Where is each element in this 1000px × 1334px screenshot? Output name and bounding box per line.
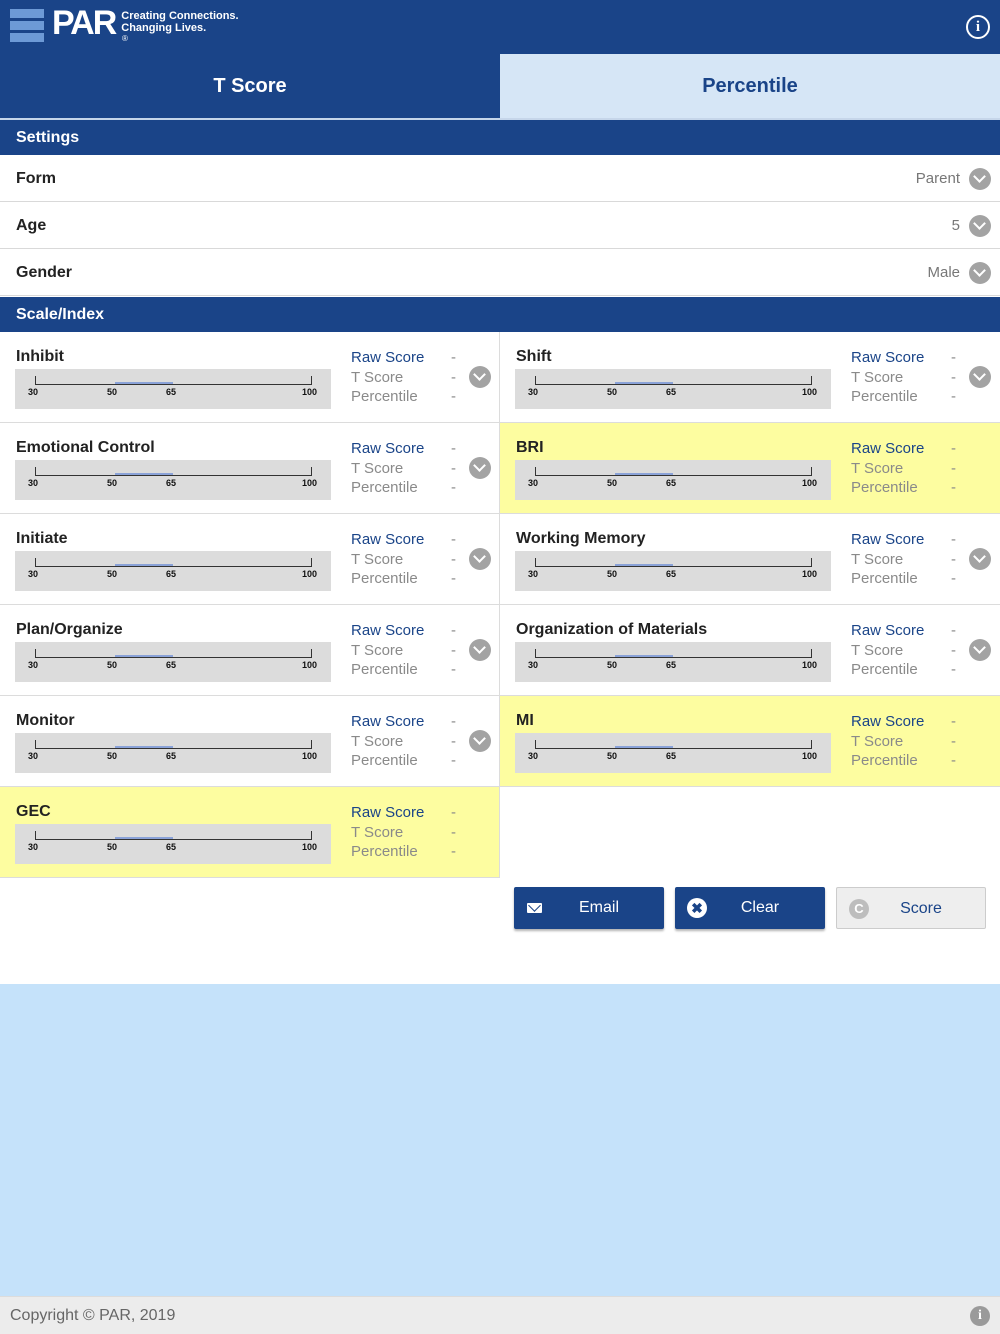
score-row-percentile bbox=[851, 569, 961, 589]
score-label-t: T Score bbox=[351, 641, 404, 659]
clear-button-label: Clear bbox=[740, 899, 780, 916]
gauge-line bbox=[35, 566, 312, 567]
gauge-tick-label: 65 bbox=[166, 660, 177, 670]
gauge-line bbox=[35, 384, 312, 385]
gauge-tick-right bbox=[311, 558, 312, 567]
scale-name: Organization of Materials bbox=[516, 621, 708, 638]
gauge-tick-label: 65 bbox=[166, 569, 177, 579]
gauge-average-band bbox=[115, 655, 173, 657]
score-value-raw: - bbox=[951, 531, 956, 548]
score-value-percentile: - bbox=[951, 479, 956, 496]
chevron-down-icon[interactable] bbox=[969, 639, 991, 661]
scale-cell-organization-of-materials[interactable] bbox=[500, 605, 1000, 696]
settings-header: Settings bbox=[0, 120, 1000, 155]
score-values bbox=[851, 530, 961, 589]
score-values bbox=[351, 712, 461, 771]
score-label-raw: Raw Score bbox=[351, 531, 425, 548]
score-value-percentile: - bbox=[451, 661, 456, 678]
gauge-tick-label: 30 bbox=[28, 751, 39, 761]
score-gauge bbox=[515, 369, 831, 409]
gauge-tick-label: 100 bbox=[802, 478, 818, 488]
score-value-percentile: - bbox=[451, 388, 456, 405]
footer bbox=[0, 1296, 1000, 1334]
score-button-label: Score bbox=[900, 900, 942, 917]
gauge-tick-label: 30 bbox=[528, 660, 539, 670]
score-gauge bbox=[515, 551, 831, 591]
score-row-percentile bbox=[351, 842, 461, 862]
score-row-raw bbox=[351, 530, 461, 550]
gauge-tick-label: 100 bbox=[802, 751, 818, 761]
gauge-tick-label: 50 bbox=[607, 660, 618, 670]
score-row-t bbox=[351, 732, 461, 752]
score-value-percentile: - bbox=[951, 570, 956, 587]
score-label-t: T Score bbox=[351, 732, 404, 750]
score-value-raw: - bbox=[451, 531, 456, 548]
gauge-line bbox=[535, 566, 812, 567]
gauge-tick-label: 30 bbox=[528, 478, 539, 488]
copyright-text: Copyright © PAR, 2019 bbox=[10, 1307, 176, 1324]
score-value-t: - bbox=[951, 368, 956, 386]
score-value-percentile: - bbox=[451, 843, 456, 860]
gauge-tick-label: 65 bbox=[666, 569, 677, 579]
gauge-average-band bbox=[115, 746, 173, 748]
score-label-percentile: Percentile bbox=[351, 570, 418, 587]
logo-bars-icon bbox=[10, 9, 44, 42]
score-value-percentile: - bbox=[951, 752, 956, 769]
scale-name: Initiate bbox=[16, 530, 68, 547]
setting-form-value[interactable]: Parent bbox=[915, 170, 960, 187]
gauge-tick-label: 30 bbox=[28, 387, 39, 397]
scale-cell-mi bbox=[500, 696, 1000, 787]
score-values bbox=[851, 712, 961, 771]
clear-button[interactable] bbox=[675, 887, 825, 929]
setting-gender-label: Gender bbox=[16, 264, 73, 281]
gauge-tick-label: 65 bbox=[666, 478, 677, 488]
chevron-down-icon[interactable] bbox=[469, 457, 491, 479]
score-value-percentile: - bbox=[951, 388, 956, 405]
scale-name: Working Memory bbox=[516, 530, 646, 547]
score-gauge bbox=[515, 642, 831, 682]
setting-form-label: Form bbox=[16, 170, 56, 187]
scale-cell-gec bbox=[0, 787, 500, 878]
score-value-t: - bbox=[951, 732, 956, 750]
score-row-percentile bbox=[351, 751, 461, 771]
scale-name: Plan/Organize bbox=[16, 621, 123, 638]
score-row-percentile bbox=[851, 660, 961, 680]
score-value-t: - bbox=[451, 732, 456, 750]
score-row-raw bbox=[351, 439, 461, 459]
score-label-percentile: Percentile bbox=[851, 570, 918, 587]
score-label-t: T Score bbox=[851, 368, 904, 386]
gauge-line bbox=[535, 475, 812, 476]
scale-cell-bri bbox=[500, 423, 1000, 514]
gauge-line bbox=[535, 657, 812, 658]
score-row-t bbox=[851, 550, 961, 570]
scale-index-header: Scale/Index bbox=[0, 297, 1000, 332]
chevron-down-icon[interactable] bbox=[469, 366, 491, 388]
setting-form-row[interactable] bbox=[0, 155, 1000, 202]
setting-gender-value[interactable]: Male bbox=[927, 264, 960, 281]
score-row-percentile bbox=[351, 660, 461, 680]
score-value-t: - bbox=[951, 641, 956, 659]
score-label-t: T Score bbox=[851, 641, 904, 659]
gauge-tick-label: 65 bbox=[666, 660, 677, 670]
score-row-t bbox=[351, 459, 461, 479]
scale-name: BRI bbox=[516, 439, 544, 456]
gauge-tick-label: 50 bbox=[607, 569, 618, 579]
gauge-tick-label: 50 bbox=[107, 569, 118, 579]
gauge-line bbox=[35, 475, 312, 476]
gauge-tick-right bbox=[311, 649, 312, 658]
score-values bbox=[351, 439, 461, 498]
gauge-tick-label: 100 bbox=[302, 478, 318, 488]
score-label-percentile: Percentile bbox=[851, 661, 918, 678]
score-label-raw: Raw Score bbox=[851, 440, 925, 457]
score-row-raw bbox=[851, 530, 961, 550]
score-row-raw bbox=[351, 348, 461, 368]
logo-wordmark: PAR bbox=[52, 4, 116, 42]
gauge-line bbox=[35, 657, 312, 658]
gauge-tick-label: 50 bbox=[607, 387, 618, 397]
score-label-t: T Score bbox=[351, 368, 404, 386]
score-value-percentile: - bbox=[451, 479, 456, 496]
chevron-down-icon[interactable] bbox=[969, 215, 991, 237]
gauge-tick-label: 100 bbox=[802, 660, 818, 670]
score-value-raw: - bbox=[451, 622, 456, 639]
logo-tagline bbox=[121, 10, 238, 34]
setting-age-value[interactable]: 5 bbox=[951, 217, 960, 234]
score-label-percentile: Percentile bbox=[851, 752, 918, 769]
score-label-percentile: Percentile bbox=[351, 661, 418, 678]
logo-tagline-line1: Creating Connections. bbox=[121, 10, 239, 22]
gauge-tick-label: 30 bbox=[28, 569, 39, 579]
gauge-tick-label: 100 bbox=[802, 569, 818, 579]
scale-name: Monitor bbox=[16, 712, 75, 729]
results-area bbox=[0, 984, 1000, 1296]
score-value-t: - bbox=[451, 459, 456, 477]
gauge-average-band bbox=[615, 473, 673, 475]
gauge-line bbox=[35, 839, 312, 840]
gauge-tick-label: 100 bbox=[302, 387, 318, 397]
scale-cell-inhibit[interactable] bbox=[0, 332, 500, 423]
score-value-t: - bbox=[451, 550, 456, 568]
setting-age-row[interactable] bbox=[0, 202, 1000, 249]
score-row-percentile bbox=[351, 569, 461, 589]
score-label-percentile: Percentile bbox=[351, 752, 418, 769]
score-value-raw: - bbox=[451, 440, 456, 457]
score-label-percentile: Percentile bbox=[351, 388, 418, 405]
score-row-t bbox=[351, 641, 461, 661]
score-row-raw bbox=[351, 803, 461, 823]
score-value-raw: - bbox=[951, 713, 956, 730]
gauge-tick-label: 30 bbox=[528, 569, 539, 579]
score-row-raw bbox=[851, 439, 961, 459]
gauge-tick-label: 50 bbox=[107, 660, 118, 670]
info-icon[interactable]: i bbox=[966, 15, 990, 39]
gauge-tick-label: 65 bbox=[166, 751, 177, 761]
gauge-tick-label: 30 bbox=[528, 387, 539, 397]
gauge-tick-label: 65 bbox=[166, 478, 177, 488]
gauge-average-band bbox=[115, 473, 173, 475]
gauge-average-band bbox=[115, 382, 173, 384]
score-gauge bbox=[15, 369, 331, 409]
score-row-percentile bbox=[851, 387, 961, 407]
gauge-tick-label: 50 bbox=[107, 842, 118, 852]
gauge-average-band bbox=[615, 564, 673, 566]
score-value-percentile: - bbox=[451, 752, 456, 769]
score-label-raw: Raw Score bbox=[851, 531, 925, 548]
scale-cell-shift[interactable] bbox=[500, 332, 1000, 423]
score-label-raw: Raw Score bbox=[851, 622, 925, 639]
chevron-down-icon[interactable] bbox=[969, 262, 991, 284]
par-logo bbox=[10, 4, 239, 44]
scale-cell-working-memory[interactable] bbox=[500, 514, 1000, 605]
score-value-t: - bbox=[451, 823, 456, 841]
gauge-tick-right bbox=[811, 467, 812, 476]
scale-name: MI bbox=[516, 712, 534, 729]
scale-cell-initiate[interactable] bbox=[0, 514, 500, 605]
scale-name: GEC bbox=[16, 803, 51, 820]
chevron-down-icon[interactable] bbox=[969, 366, 991, 388]
gauge-tick-right bbox=[311, 376, 312, 385]
score-label-percentile: Percentile bbox=[851, 479, 918, 496]
score-row-raw bbox=[351, 621, 461, 641]
gauge-line bbox=[35, 748, 312, 749]
refresh-icon: C bbox=[849, 899, 869, 919]
gauge-tick-label: 100 bbox=[302, 660, 318, 670]
score-label-percentile: Percentile bbox=[351, 479, 418, 496]
score-value-t: - bbox=[951, 459, 956, 477]
score-gauge bbox=[15, 460, 331, 500]
score-label-t: T Score bbox=[351, 550, 404, 568]
score-label-raw: Raw Score bbox=[351, 804, 425, 821]
scale-name: Emotional Control bbox=[16, 439, 155, 456]
gauge-line bbox=[535, 748, 812, 749]
score-row-percentile bbox=[351, 387, 461, 407]
score-value-raw: - bbox=[951, 440, 956, 457]
logo-tagline-line2: Changing Lives. bbox=[121, 22, 207, 34]
scale-name: Shift bbox=[516, 348, 552, 365]
score-value-raw: - bbox=[451, 349, 456, 366]
gauge-tick-label: 30 bbox=[28, 478, 39, 488]
score-gauge bbox=[515, 460, 831, 500]
gauge-tick-label: 30 bbox=[28, 660, 39, 670]
gauge-tick-label: 100 bbox=[302, 751, 318, 761]
chevron-down-icon[interactable] bbox=[969, 548, 991, 570]
gauge-tick-right bbox=[811, 558, 812, 567]
score-value-percentile: - bbox=[951, 661, 956, 678]
clear-icon: ✖ bbox=[687, 898, 707, 918]
score-label-raw: Raw Score bbox=[851, 713, 925, 730]
email-button-label: Email bbox=[578, 899, 619, 916]
score-gauge bbox=[15, 551, 331, 591]
score-row-t bbox=[351, 550, 461, 570]
score-label-t: T Score bbox=[851, 732, 904, 750]
gauge-average-band bbox=[615, 746, 673, 748]
score-values bbox=[851, 439, 961, 498]
gauge-tick-right bbox=[311, 740, 312, 749]
setting-age-label: Age bbox=[16, 217, 47, 234]
score-label-t: T Score bbox=[851, 550, 904, 568]
scale-cell-emotional-control[interactable] bbox=[0, 423, 500, 514]
score-row-raw bbox=[851, 712, 961, 732]
score-type-tabs bbox=[0, 54, 1000, 120]
gauge-tick-right bbox=[311, 831, 312, 840]
score-label-percentile: Percentile bbox=[851, 388, 918, 405]
score-value-raw: - bbox=[951, 622, 956, 639]
gauge-tick-label: 100 bbox=[302, 569, 318, 579]
score-row-t bbox=[851, 732, 961, 752]
score-row-t bbox=[351, 823, 461, 843]
gauge-tick-label: 50 bbox=[107, 751, 118, 761]
gauge-average-band bbox=[615, 382, 673, 384]
score-values bbox=[351, 621, 461, 680]
gauge-tick-label: 65 bbox=[666, 751, 677, 761]
score-row-t bbox=[351, 368, 461, 388]
gauge-tick-right bbox=[811, 376, 812, 385]
registered-mark: ® bbox=[122, 34, 128, 43]
chevron-down-icon[interactable] bbox=[969, 168, 991, 190]
score-row-raw bbox=[351, 712, 461, 732]
score-label-raw: Raw Score bbox=[351, 622, 425, 639]
tab-t-score[interactable]: T Score bbox=[0, 54, 500, 118]
score-row-percentile bbox=[851, 478, 961, 498]
score-button[interactable] bbox=[836, 887, 986, 929]
gauge-tick-right bbox=[811, 649, 812, 658]
gauge-tick-right bbox=[311, 467, 312, 476]
gauge-tick-label: 65 bbox=[166, 387, 177, 397]
score-value-raw: - bbox=[451, 713, 456, 730]
score-values bbox=[851, 348, 961, 407]
score-values bbox=[351, 348, 461, 407]
app-header bbox=[0, 0, 1000, 54]
email-button[interactable] bbox=[514, 887, 664, 929]
score-gauge bbox=[15, 642, 331, 682]
score-label-raw: Raw Score bbox=[351, 713, 425, 730]
score-row-raw bbox=[851, 348, 961, 368]
gauge-tick-label: 30 bbox=[28, 842, 39, 852]
score-row-t bbox=[851, 459, 961, 479]
score-values bbox=[351, 803, 461, 862]
score-value-t: - bbox=[451, 368, 456, 386]
score-value-t: - bbox=[951, 550, 956, 568]
gauge-average-band bbox=[615, 655, 673, 657]
gauge-tick-label: 50 bbox=[607, 751, 618, 761]
gauge-tick-right bbox=[811, 740, 812, 749]
footer-info-icon[interactable]: i bbox=[970, 1306, 990, 1326]
score-label-raw: Raw Score bbox=[851, 349, 925, 366]
gauge-tick-label: 50 bbox=[107, 478, 118, 488]
setting-gender-row[interactable] bbox=[0, 249, 1000, 296]
score-label-raw: Raw Score bbox=[351, 440, 425, 457]
gauge-tick-label: 100 bbox=[802, 387, 818, 397]
gauge-tick-label: 65 bbox=[666, 387, 677, 397]
score-label-percentile: Percentile bbox=[351, 843, 418, 860]
score-values bbox=[851, 621, 961, 680]
score-gauge bbox=[515, 733, 831, 773]
gauge-tick-label: 30 bbox=[528, 751, 539, 761]
score-row-t bbox=[851, 368, 961, 388]
score-value-raw: - bbox=[451, 804, 456, 821]
gauge-tick-label: 100 bbox=[302, 842, 318, 852]
score-value-t: - bbox=[451, 641, 456, 659]
score-label-t: T Score bbox=[351, 823, 404, 841]
score-label-t: T Score bbox=[351, 459, 404, 477]
score-value-percentile: - bbox=[451, 570, 456, 587]
score-label-raw: Raw Score bbox=[351, 349, 425, 366]
scale-cell-monitor[interactable] bbox=[0, 696, 500, 787]
score-row-percentile bbox=[351, 478, 461, 498]
gauge-average-band bbox=[115, 564, 173, 566]
gauge-tick-label: 65 bbox=[166, 842, 177, 852]
score-row-raw bbox=[851, 621, 961, 641]
score-gauge bbox=[15, 824, 331, 864]
scale-name: Inhibit bbox=[16, 348, 64, 365]
gauge-average-band bbox=[115, 837, 173, 839]
score-values bbox=[351, 530, 461, 589]
scale-cell-plan-organize[interactable] bbox=[0, 605, 500, 696]
score-row-t bbox=[851, 641, 961, 661]
gauge-tick-label: 50 bbox=[607, 478, 618, 488]
gauge-line bbox=[535, 384, 812, 385]
tab-percentile[interactable]: Percentile bbox=[500, 54, 1000, 118]
chevron-down-icon[interactable] bbox=[469, 639, 491, 661]
score-label-t: T Score bbox=[851, 459, 904, 477]
chevron-down-icon[interactable] bbox=[469, 730, 491, 752]
score-row-percentile bbox=[851, 751, 961, 771]
score-value-raw: - bbox=[951, 349, 956, 366]
score-gauge bbox=[15, 733, 331, 773]
gauge-tick-label: 50 bbox=[107, 387, 118, 397]
chevron-down-icon[interactable] bbox=[469, 548, 491, 570]
